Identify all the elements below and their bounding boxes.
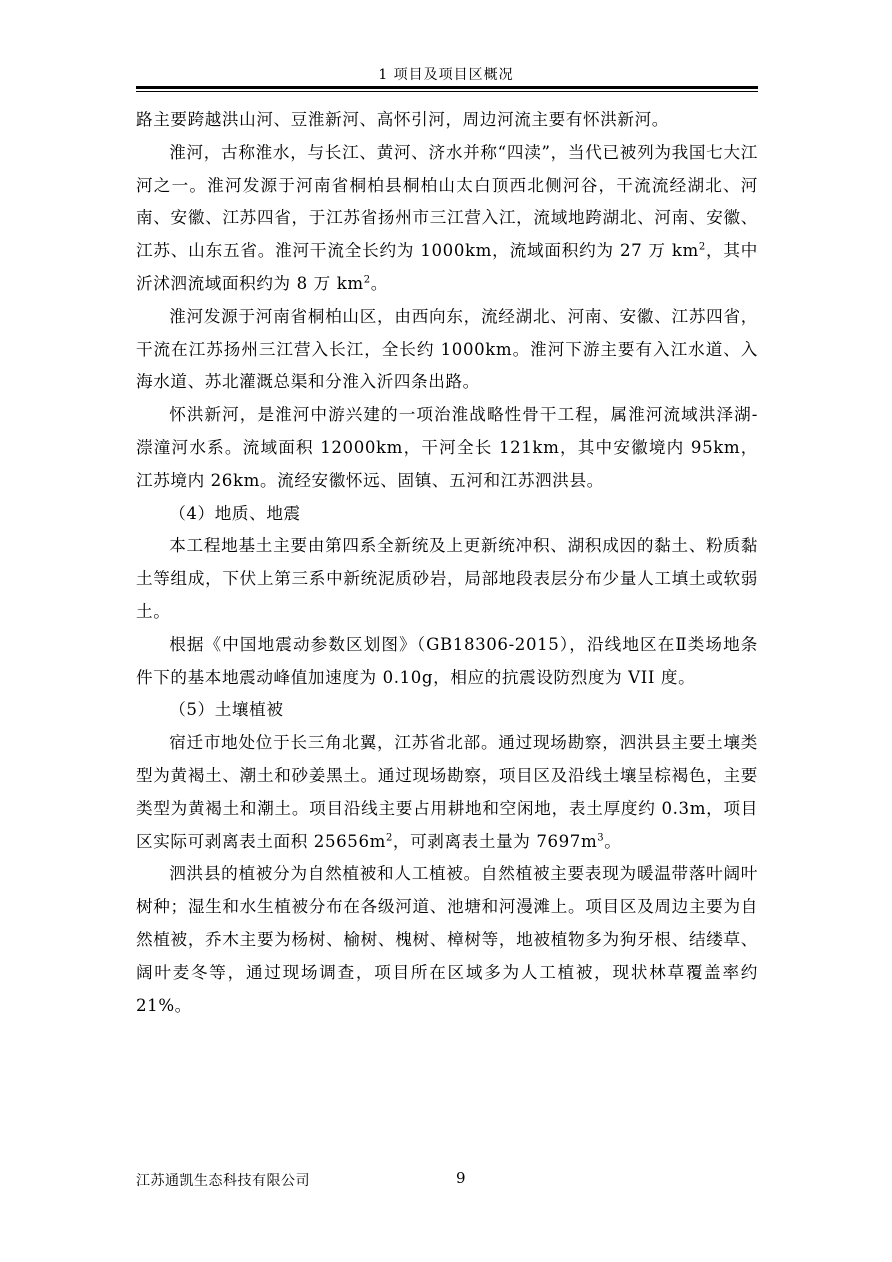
superscript: 2 (698, 241, 706, 253)
header-rule-thin (136, 91, 758, 92)
header-rule-thick (136, 86, 758, 89)
header-title: 1 项目及项目区概况 (378, 67, 514, 83)
superscript: 3 (597, 832, 605, 843)
paragraph-huaihe-source: 淮河发源于河南省桐柏山区，由西向东，流经湖北、河南、安徽、江苏四省，干流在江苏扬州三江营入长江，全长约 1000km。淮河下游主要有入江水道、入海水道、苏北灌溉总渠和分淮入沂四条出路。 (136, 306, 758, 392)
superscript: 2 (363, 274, 371, 286)
section-heading-soil-vegetation: （5）土壤植被 (169, 700, 284, 720)
paragraph-foundation-soil: 本工程地基土主要由第四系全新统及上更新统冲积、湖积成因的黏土、粉质黏土等组成，下伏上第三系中新统泥质砂岩，局部地段表层分布少量人工填土或软弱土。 (136, 536, 758, 621)
page-number: 9 (456, 1169, 466, 1187)
paragraph-vegetation: 泗洪县的植被分为自然植被和人工植被。自然植被主要表现为暖温带落叶阔叶树种；湿生和水生植被分布在各级河道、池塘和河漫滩上。项目区及周边主要为自然植被，乔木主要为杨树、榆树、槐树、樟树等，地被植物多为狗牙根、结缕草、阔叶麦冬等，通过现场调查，项目所在区域多为人工植被，现状林草覆盖率约 21%。 (136, 864, 758, 1015)
paragraph-huaihe-overview: 淮河，古称淮水，与长江、黄河、济水并称“四渎”，当代已被列为我国七大江河之一。淮河发源于河南省桐柏县桐柏山太白顶西北侧河谷，干流流经湖北、河南、安徽、江苏四省，于江苏省扬州市三江营入江，流域地跨湖北、河南、安徽、江苏、山东五省。淮河干流全长约为 1000km，流域面积约为 27 万 $km^2$，其中沂沭泗流域面积约为 8 万 $km^2$。 (136, 142, 758, 293)
footer-company: 江苏通凯生态科技有限公司 (136, 1173, 310, 1189)
section-heading-geology: （4）地质、地震 (169, 503, 301, 523)
paragraph-huaihong-river: 怀洪新河，是淮河中游兴建的一项治淮战略性骨干工程，属淮河流域洪泽湖-漴潼河水系。流域面积 12000km，干河全长 121km，其中安徽境内 95km，江苏境内 26km。流经安徽怀远、固镇、五河和江苏泗洪县。 (136, 405, 758, 490)
paragraph-soil: 宿迁市地处位于长三角北翼，江苏省北部。通过现场勘察，泗洪县主要土壤类型为黄褐土、潮土和砂姜黑土。通过现场勘察，项目区及沿线土壤呈棕褐色，主要类型为黄褐土和潮土。项目沿线主要占用耕地和空闲地，表土厚度约 0.3m，项目区实际可剥离表土面积 $25656m^2$，可剥离表土量为 $7697m^3$。 (136, 733, 758, 851)
paragraph-continuation: 路主要跨越洪山河、豆淮新河、高怀引河，周边河流主要有怀洪新河。 (136, 110, 670, 129)
body-text (136, 104, 758, 1022)
paragraph-seismic: 根据《中国地震动参数区划图》（GB18306-2015），沿线地区在Ⅱ类场地条件下的基本地震动峰值加速度为 0.10g，相应的抗震设防烈度为 VII 度。 (136, 634, 758, 687)
superscript: 2 (385, 832, 393, 843)
